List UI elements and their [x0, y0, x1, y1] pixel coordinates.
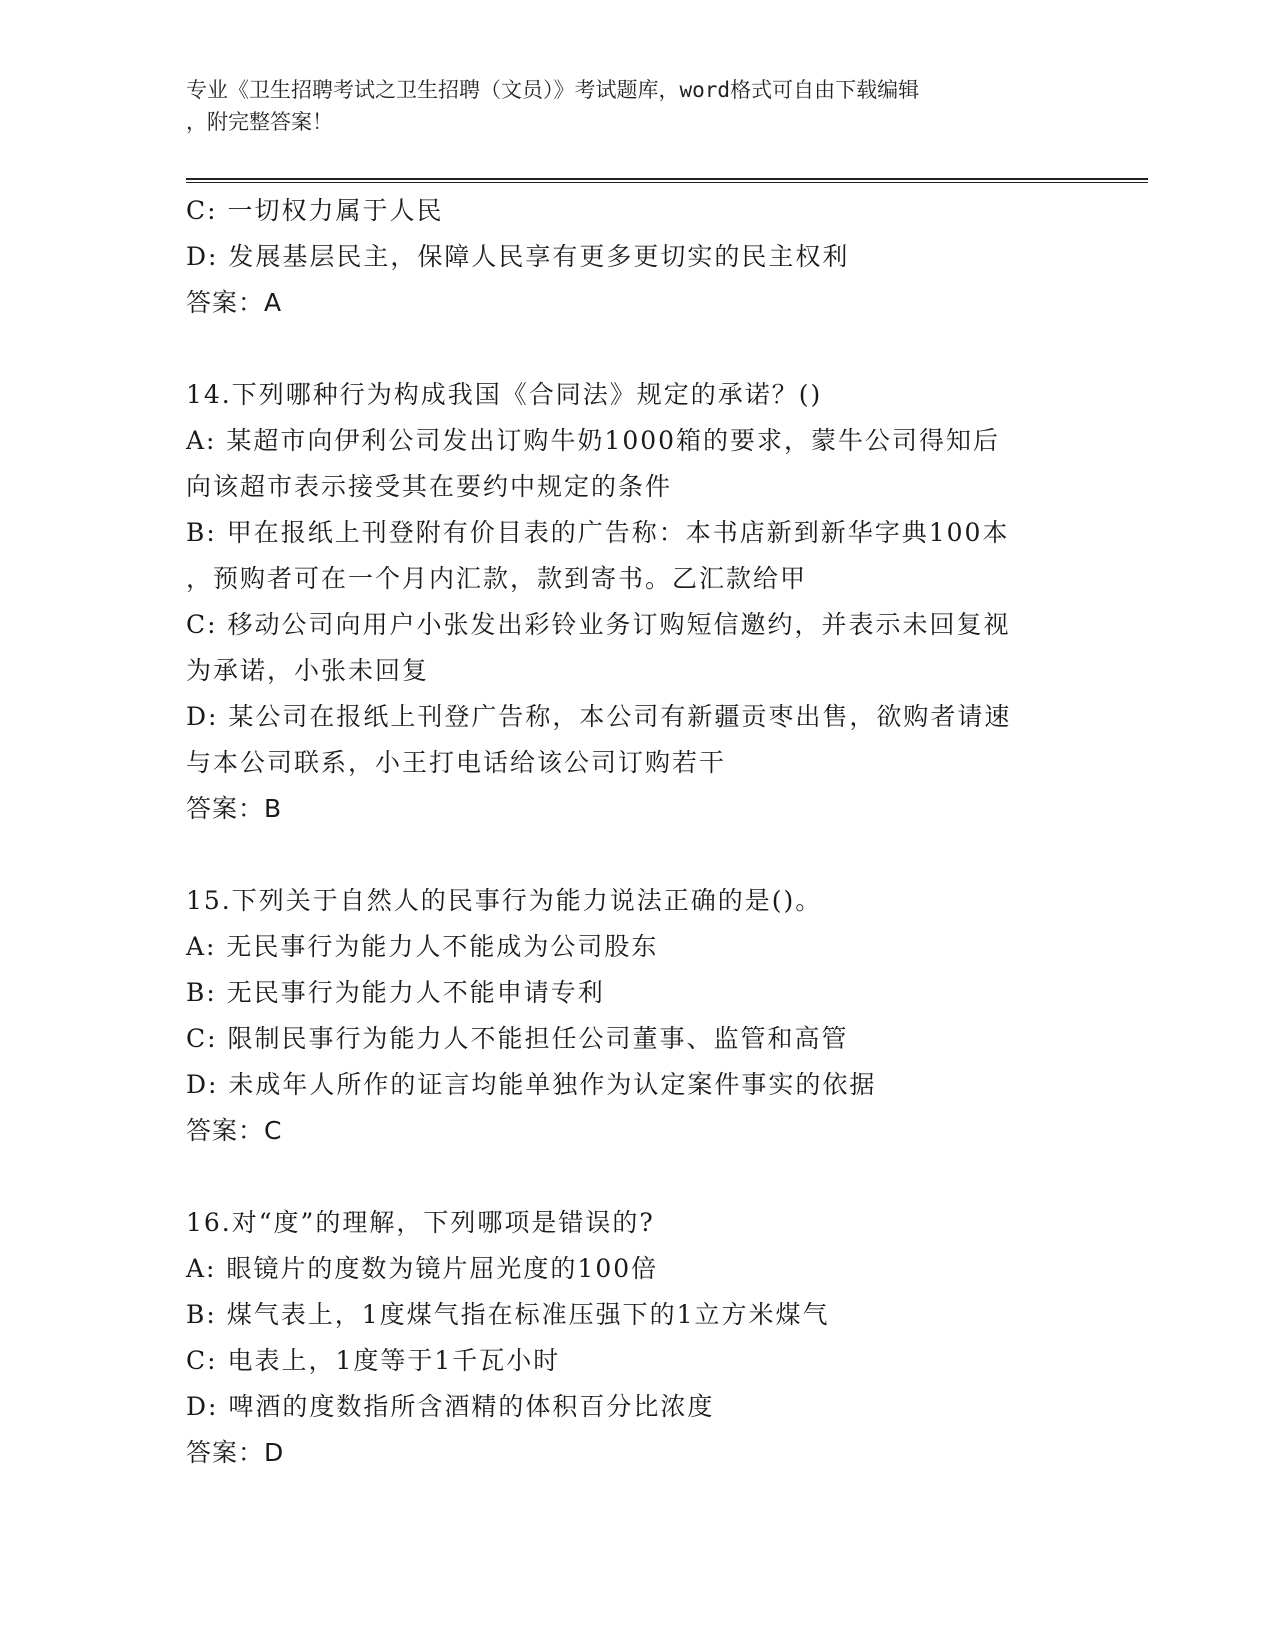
- question-14: [186, 372, 1106, 832]
- spacer: [186, 832, 1106, 878]
- question-stem: 14.下列哪种行为构成我国《合同法》规定的承诺？(): [186, 380, 823, 409]
- option-c: C: 限制民事行为能力人不能担任公司董事、监管和高管: [186, 1024, 849, 1053]
- question-list: [186, 188, 1106, 1476]
- option-c-line-2: 为承诺，小张未回复: [186, 656, 430, 685]
- document-header: [186, 74, 1086, 138]
- spacer: [186, 326, 1106, 372]
- question-15: [186, 878, 1106, 1154]
- question-13-tail: [186, 188, 1106, 326]
- option-a-line-2: 向该超市表示接受其在要约中规定的条件: [186, 472, 673, 501]
- option-c: C: 电表上，1度等于1千瓦小时: [186, 1346, 561, 1375]
- option-d: D: 发展基层民主，保障人民享有更多更切实的民主权利: [186, 242, 850, 271]
- option-c-line-1: C: 移动公司向用户小张发出彩铃业务订购短信邀约，并表示未回复视: [186, 610, 1011, 639]
- option-d-line-2: 与本公司联系，小王打电话给该公司订购若干: [186, 748, 727, 777]
- option-d: D: 啤酒的度数指所含酒精的体积百分比浓度: [186, 1392, 715, 1421]
- header-line-1: 专业《卫生招聘考试之卫生招聘（文员）》考试题库，word格式可自由下载编辑: [186, 78, 920, 102]
- option-c: C: 一切权力属于人民: [186, 196, 444, 225]
- header-divider: [186, 178, 1148, 183]
- answer: 答案：C: [186, 1116, 283, 1145]
- option-b: B: 无民事行为能力人不能申请专利: [186, 978, 605, 1007]
- option-b: B: 煤气表上，1度煤气指在标准压强下的1立方米煤气: [186, 1300, 830, 1329]
- question-stem: 15.下列关于自然人的民事行为能力说法正确的是()。: [186, 886, 823, 915]
- option-a-line-1: A: 某超市向伊利公司发出订购牛奶1000箱的要求，蒙牛公司得知后: [186, 426, 1001, 455]
- answer: 答案：A: [186, 288, 283, 317]
- option-d: D: 未成年人所作的证言均能单独作为认定案件事实的依据: [186, 1070, 877, 1099]
- spacer: [186, 1154, 1106, 1200]
- question-16: [186, 1200, 1106, 1476]
- option-d-line-1: D: 某公司在报纸上刊登广告称，本公司有新疆贡枣出售，欲购者请速: [186, 702, 1012, 731]
- option-a: A: 眼镜片的度数为镜片屈光度的100倍: [186, 1254, 659, 1283]
- header-line-2: ，附完整答案！: [186, 110, 333, 134]
- answer: 答案：D: [186, 1438, 285, 1467]
- question-stem: 16.对“度”的理解，下列哪项是错误的?: [186, 1208, 655, 1237]
- option-b-line-2: ，预购者可在一个月内汇款，款到寄书。乙汇款给甲: [186, 564, 808, 593]
- answer: 答案：B: [186, 794, 283, 823]
- option-a: A: 无民事行为能力人不能成为公司股东: [186, 932, 659, 961]
- option-b-line-1: B: 甲在报纸上刊登附有价目表的广告称：本书店新到新华字典100本: [186, 518, 1010, 547]
